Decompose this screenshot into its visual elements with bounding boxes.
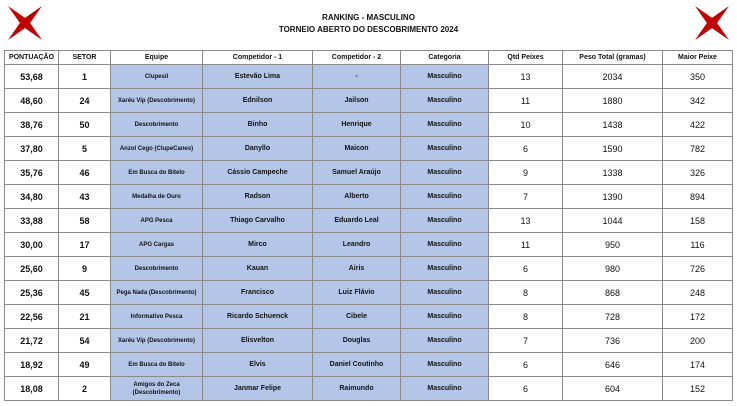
equipe-cell: Clupesil (111, 65, 203, 89)
competidor-1-cell: Francisco (203, 281, 313, 305)
competidor-2-cell: Cibele (313, 305, 401, 329)
qtd-peixes-cell: 9 (489, 161, 563, 185)
peso-total-cell: 604 (563, 377, 663, 401)
equipe-cell: Em Busca do Bitelo (111, 161, 203, 185)
peso-total-cell: 1880 (563, 89, 663, 113)
peso-total-cell: 1338 (563, 161, 663, 185)
competidor-1-cell: Ricardo Schuenck (203, 305, 313, 329)
equipe-cell: Pega Nada (Descobrimento) (111, 281, 203, 305)
table-row (5, 353, 733, 377)
qtd-peixes-cell: 10 (489, 113, 563, 137)
maior-peixe-cell: 350 (663, 65, 733, 89)
page-title (0, 12, 737, 36)
qtd-peixes-cell: 6 (489, 377, 563, 401)
competidor-2-cell: Airis (313, 257, 401, 281)
maior-peixe-cell: 326 (663, 161, 733, 185)
qtd-peixes-cell: 6 (489, 257, 563, 281)
ranking-table (4, 50, 733, 401)
qtd-peixes-cell: 13 (489, 209, 563, 233)
categoria-cell: Masculino (401, 137, 489, 161)
setor-cell: 1 (59, 65, 111, 89)
table-row (5, 281, 733, 305)
maior-peixe-cell: 172 (663, 305, 733, 329)
table-row (5, 185, 733, 209)
qtd-peixes-cell: 6 (489, 353, 563, 377)
competidor-2-cell: - (313, 65, 401, 89)
competidor-1-cell: Elisvelton (203, 329, 313, 353)
competidor-2-cell: Luiz Flávio (313, 281, 401, 305)
title-line-2: TORNEIO ABERTO DO DESCOBRIMENTO 2024 (278, 25, 459, 34)
peso-total-cell: 1044 (563, 209, 663, 233)
table-row (5, 233, 733, 257)
vasco-cross-right-icon (695, 6, 729, 40)
pontuacao-cell: 18,08 (5, 377, 59, 401)
maior-peixe-cell: 200 (663, 329, 733, 353)
table-row (5, 161, 733, 185)
pontuacao-cell: 21,72 (5, 329, 59, 353)
qtd-peixes-cell: 11 (489, 233, 563, 257)
equipe-cell: Xaréu Vip (Descobrimento) (111, 329, 203, 353)
pontuacao-cell: 35,76 (5, 161, 59, 185)
competidor-2-cell: Maicon (313, 137, 401, 161)
equipe-cell: APG Cargas (111, 233, 203, 257)
categoria-cell: Masculino (401, 185, 489, 209)
competidor-1-cell: Kauan (203, 257, 313, 281)
peso-total-cell: 868 (563, 281, 663, 305)
maior-peixe-cell: 782 (663, 137, 733, 161)
equipe-cell: Descobrimento (111, 113, 203, 137)
competidor-1-cell: Danyllo (203, 137, 313, 161)
maior-peixe-cell: 422 (663, 113, 733, 137)
peso-total-cell: 2034 (563, 65, 663, 89)
table-row (5, 329, 733, 353)
col-header-categoria: Categoria (401, 51, 489, 65)
categoria-cell: Masculino (401, 209, 489, 233)
table-row (5, 209, 733, 233)
competidor-2-cell: Raimundo (313, 377, 401, 401)
page-header (0, 0, 737, 50)
equipe-cell: Anzol Cego (ClupeCanes) (111, 137, 203, 161)
competidor-1-cell: Binho (203, 113, 313, 137)
pontuacao-cell: 22,56 (5, 305, 59, 329)
categoria-cell: Masculino (401, 161, 489, 185)
categoria-cell: Masculino (401, 329, 489, 353)
peso-total-cell: 1390 (563, 185, 663, 209)
maior-peixe-cell: 894 (663, 185, 733, 209)
qtd-peixes-cell: 7 (489, 185, 563, 209)
col-header-pontuacao: PONTUAÇÃO (5, 51, 59, 65)
peso-total-cell: 736 (563, 329, 663, 353)
table-header-row (5, 51, 733, 65)
setor-cell: 17 (59, 233, 111, 257)
competidor-2-cell: Jailson (313, 89, 401, 113)
table-row (5, 305, 733, 329)
col-header-competidor-1: Competidor - 1 (203, 51, 313, 65)
maior-peixe-cell: 342 (663, 89, 733, 113)
qtd-peixes-cell: 8 (489, 281, 563, 305)
competidor-1-cell: Elvis (203, 353, 313, 377)
setor-cell: 58 (59, 209, 111, 233)
setor-cell: 21 (59, 305, 111, 329)
pontuacao-cell: 34,80 (5, 185, 59, 209)
qtd-peixes-cell: 6 (489, 137, 563, 161)
competidor-2-cell: Eduardo Leal (313, 209, 401, 233)
table-row (5, 113, 733, 137)
equipe-cell: Medalha de Ouro (111, 185, 203, 209)
setor-cell: 9 (59, 257, 111, 281)
setor-cell: 50 (59, 113, 111, 137)
equipe-cell: Xaréu Vip (Descobrimento) (111, 89, 203, 113)
qtd-peixes-cell: 7 (489, 329, 563, 353)
qtd-peixes-cell: 13 (489, 65, 563, 89)
categoria-cell: Masculino (401, 305, 489, 329)
pontuacao-cell: 48,60 (5, 89, 59, 113)
equipe-cell: Amigos do Zeca (Descobrimento) (111, 377, 203, 401)
table-row (5, 257, 733, 281)
ranking-table-body (5, 65, 733, 401)
competidor-1-cell: Thiago Carvalho (203, 209, 313, 233)
competidor-2-cell: Samuel Araújo (313, 161, 401, 185)
competidor-2-cell: Leandro (313, 233, 401, 257)
table-row (5, 377, 733, 401)
maior-peixe-cell: 726 (663, 257, 733, 281)
pontuacao-cell: 25,60 (5, 257, 59, 281)
pontuacao-cell: 38,76 (5, 113, 59, 137)
competidor-2-cell: Daniel Coutinho (313, 353, 401, 377)
categoria-cell: Masculino (401, 233, 489, 257)
competidor-1-cell: Radson (203, 185, 313, 209)
pontuacao-cell: 33,88 (5, 209, 59, 233)
pontuacao-cell: 30,00 (5, 233, 59, 257)
setor-cell: 49 (59, 353, 111, 377)
maior-peixe-cell: 248 (663, 281, 733, 305)
setor-cell: 54 (59, 329, 111, 353)
col-header-equipe: Equipe (111, 51, 203, 65)
peso-total-cell: 728 (563, 305, 663, 329)
qtd-peixes-cell: 11 (489, 89, 563, 113)
pontuacao-cell: 25,36 (5, 281, 59, 305)
col-header-competidor-2: Competidor - 2 (313, 51, 401, 65)
setor-cell: 24 (59, 89, 111, 113)
col-header-setor: SETOR (59, 51, 111, 65)
categoria-cell: Masculino (401, 65, 489, 89)
equipe-cell: Em Busca do Bitelo (111, 353, 203, 377)
categoria-cell: Masculino (401, 113, 489, 137)
peso-total-cell: 1590 (563, 137, 663, 161)
peso-total-cell: 950 (563, 233, 663, 257)
competidor-1-cell: Estevão Lima (203, 65, 313, 89)
peso-total-cell: 1438 (563, 113, 663, 137)
qtd-peixes-cell: 8 (489, 305, 563, 329)
categoria-cell: Masculino (401, 353, 489, 377)
maior-peixe-cell: 152 (663, 377, 733, 401)
categoria-cell: Masculino (401, 281, 489, 305)
table-row (5, 89, 733, 113)
maior-peixe-cell: 116 (663, 233, 733, 257)
table-row (5, 137, 733, 161)
col-header-peso-total: Peso Total (gramas) (563, 51, 663, 65)
setor-cell: 46 (59, 161, 111, 185)
setor-cell: 5 (59, 137, 111, 161)
maior-peixe-cell: 174 (663, 353, 733, 377)
equipe-cell: APG Pesca (111, 209, 203, 233)
col-header-maior-peixe: Maior Peixe (663, 51, 733, 65)
pontuacao-cell: 18,92 (5, 353, 59, 377)
competidor-2-cell: Alberto (313, 185, 401, 209)
categoria-cell: Masculino (401, 89, 489, 113)
col-header-qtd-peixes: Qtd Peixes (489, 51, 563, 65)
pontuacao-cell: 37,80 (5, 137, 59, 161)
table-row (5, 65, 733, 89)
setor-cell: 43 (59, 185, 111, 209)
maior-peixe-cell: 158 (663, 209, 733, 233)
competidor-1-cell: Janmar Felipe (203, 377, 313, 401)
pontuacao-cell: 53,68 (5, 65, 59, 89)
competidor-1-cell: Cássio Campeche (203, 161, 313, 185)
peso-total-cell: 646 (563, 353, 663, 377)
setor-cell: 2 (59, 377, 111, 401)
equipe-cell: Informativo Pesca (111, 305, 203, 329)
competidor-2-cell: Douglas (313, 329, 401, 353)
title-line-1: RANKING - MASCULINO (322, 13, 415, 22)
categoria-cell: Masculino (401, 257, 489, 281)
competidor-1-cell: Mirco (203, 233, 313, 257)
categoria-cell: Masculino (401, 377, 489, 401)
competidor-1-cell: Ednilson (203, 89, 313, 113)
competidor-2-cell: Henrique (313, 113, 401, 137)
setor-cell: 45 (59, 281, 111, 305)
equipe-cell: Descobrimento (111, 257, 203, 281)
peso-total-cell: 980 (563, 257, 663, 281)
